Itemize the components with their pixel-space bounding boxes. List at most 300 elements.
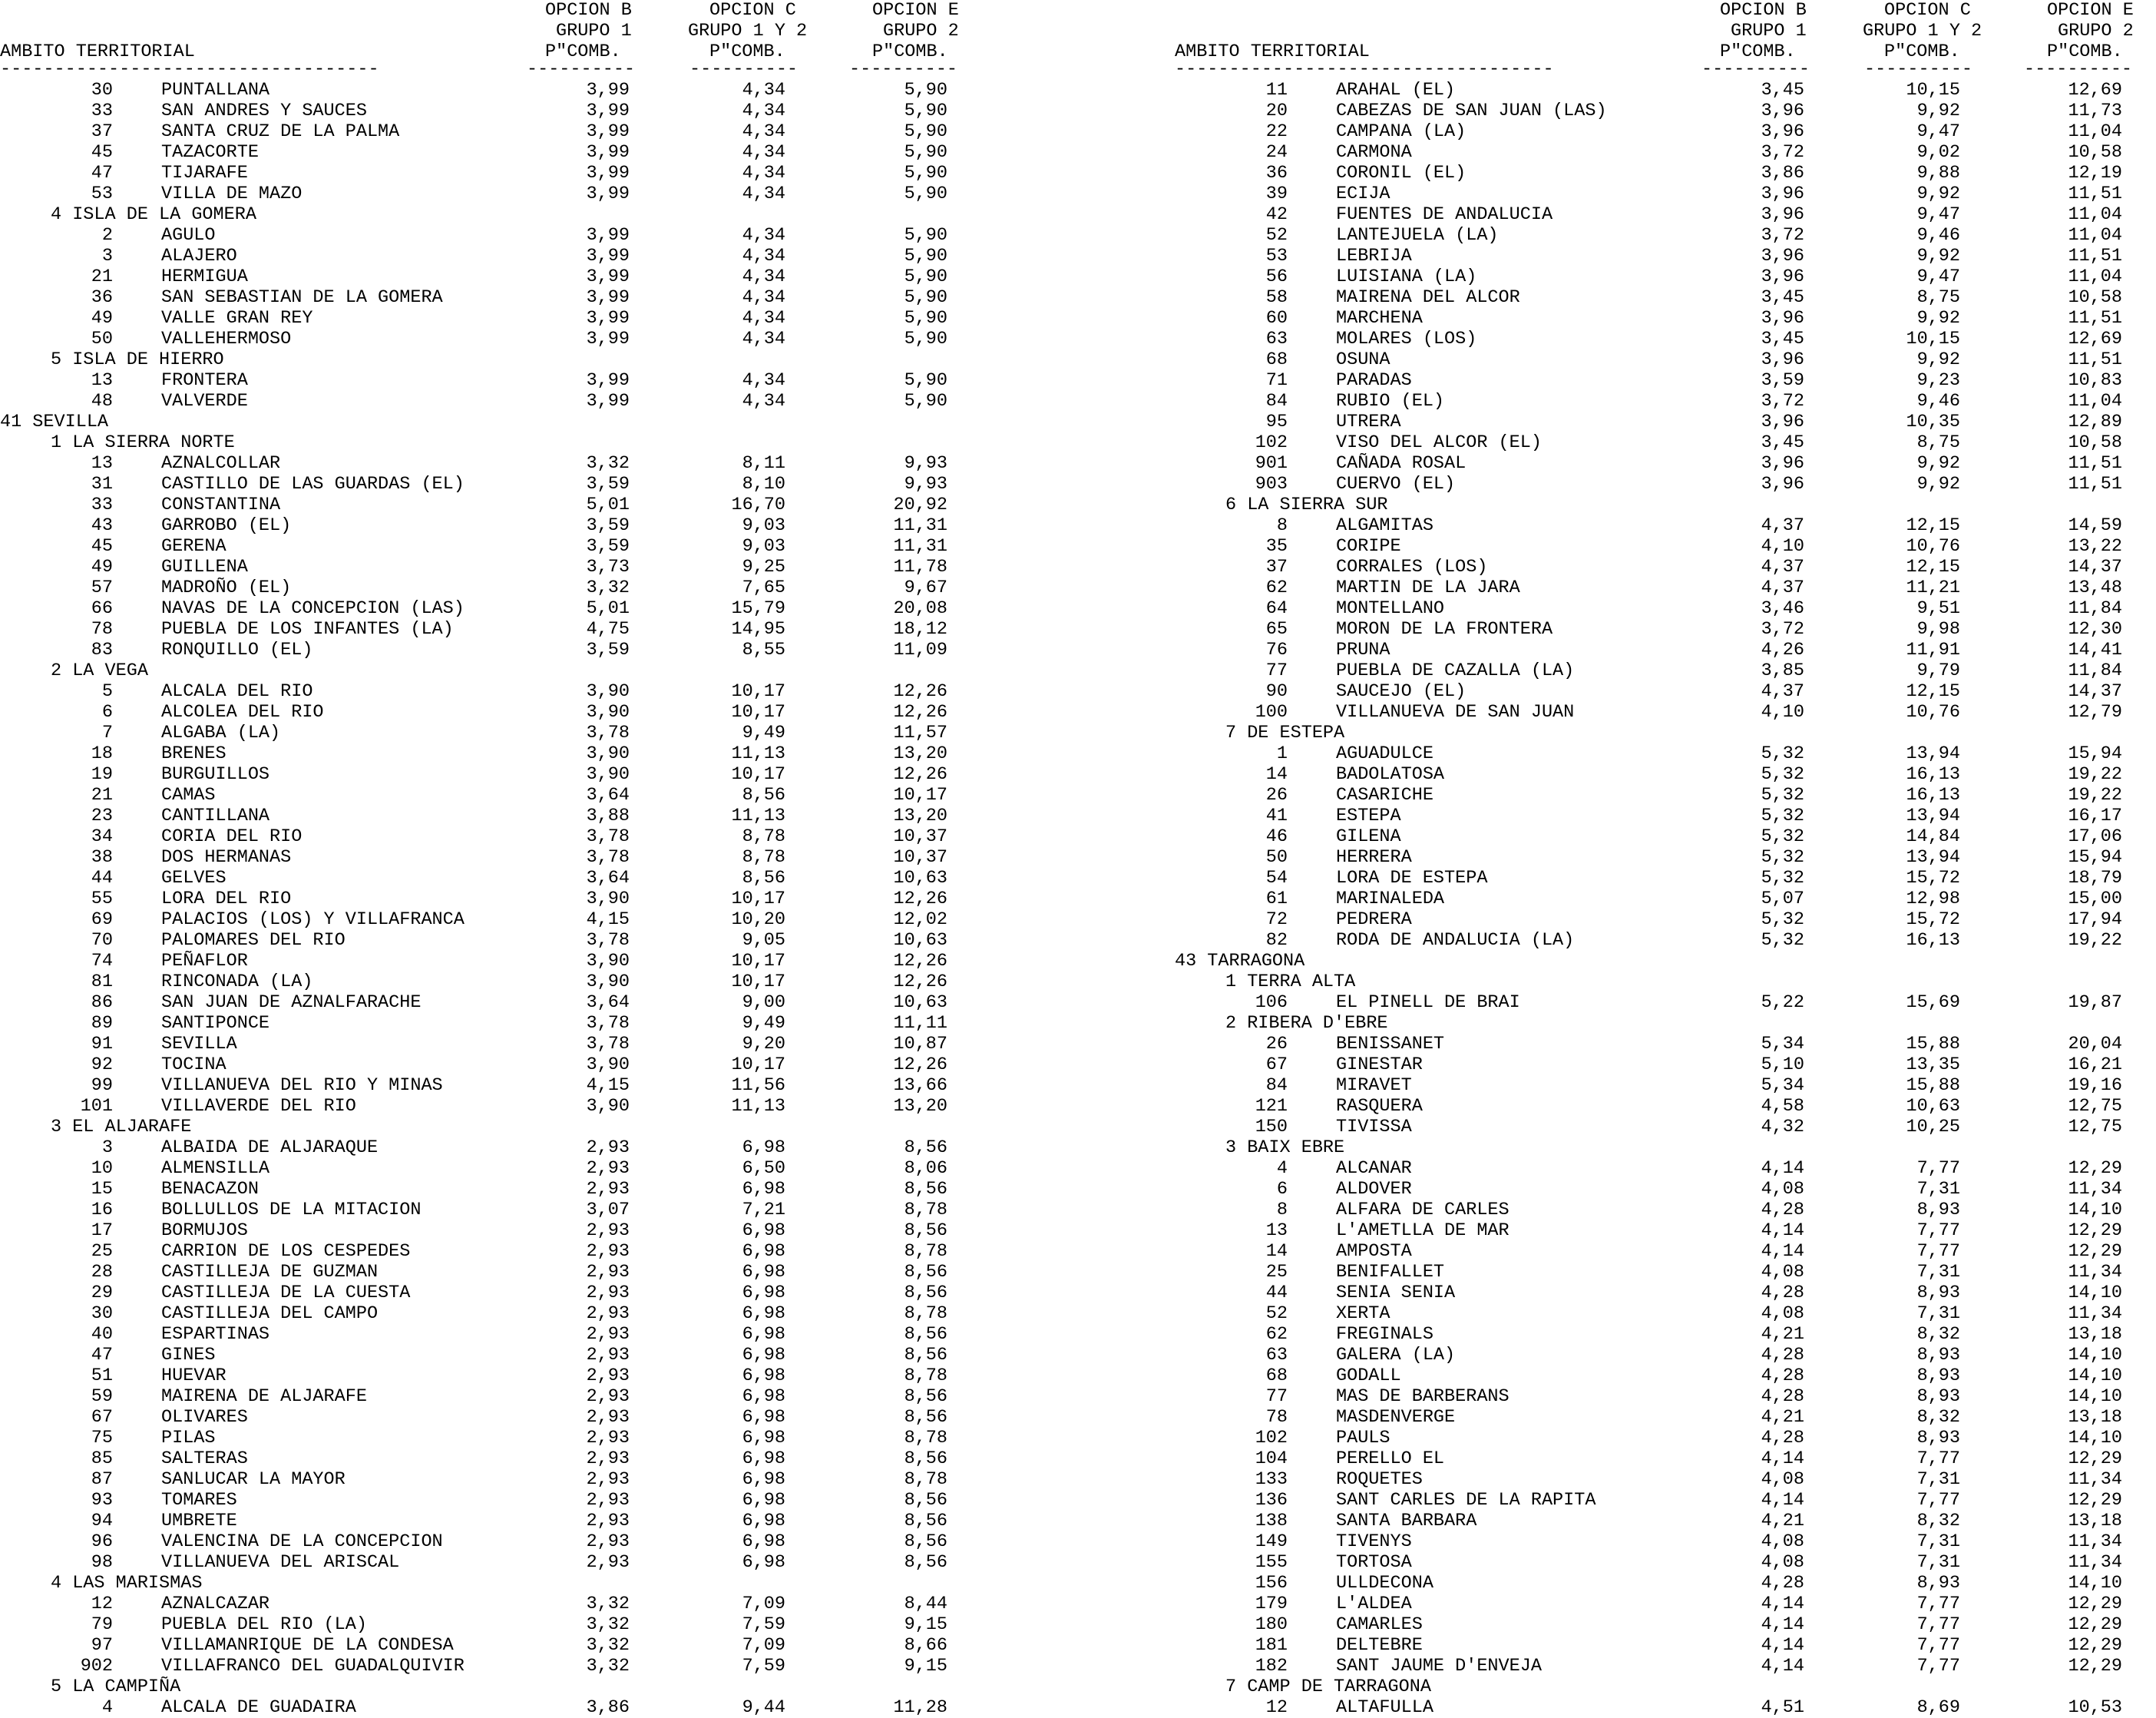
table-row <box>0 101 1075 121</box>
value-opcion-e: 12,02 <box>893 909 947 930</box>
value-opcion-b: 3,85 <box>1761 660 1804 681</box>
value-opcion-b: 3,99 <box>586 142 630 163</box>
value-opcion-c: 11,13 <box>731 806 785 826</box>
municipality-name: CASARICHE <box>1336 785 1433 806</box>
municipality-code: 24 <box>1265 142 1288 163</box>
municipality-name: TIVENYS <box>1336 1531 1412 1552</box>
value-opcion-e: 8,78 <box>904 1241 947 1262</box>
value-opcion-e: 14,37 <box>2068 557 2122 578</box>
municipality-code: 30 <box>91 80 113 101</box>
table-row <box>0 515 1075 536</box>
municipality-name: MAIRENA DE ALJARAFE <box>161 1386 367 1407</box>
table-row <box>0 225 1075 246</box>
municipality-name: CASTILLEJA DEL CAMPO <box>161 1303 379 1324</box>
municipality-name: PUEBLA DE CAZALLA (LA) <box>1336 660 1575 681</box>
value-opcion-e: 8,66 <box>904 1635 947 1656</box>
header-pcomb-b: P"COMB. <box>1720 41 1796 62</box>
value-opcion-c: 9,49 <box>742 1013 785 1034</box>
value-opcion-e: 10,83 <box>2068 370 2122 391</box>
header-ambito: AMBITO TERRITORIAL <box>0 41 195 62</box>
value-opcion-b: 3,32 <box>586 1594 630 1614</box>
comarca-label: 5 ISLA DE HIERRO <box>51 349 224 370</box>
table-row <box>0 909 1075 930</box>
value-opcion-c: 7,77 <box>1916 1241 1960 1262</box>
value-opcion-e: 12,26 <box>893 1054 947 1075</box>
value-opcion-c: 7,31 <box>1916 1303 1960 1324</box>
value-opcion-e: 5,90 <box>904 287 947 308</box>
municipality-code: 42 <box>1265 204 1288 225</box>
value-opcion-c: 13,35 <box>1906 1054 1960 1075</box>
value-opcion-c: 6,98 <box>742 1448 785 1469</box>
value-opcion-e: 9,15 <box>904 1656 947 1677</box>
value-opcion-c: 7,31 <box>1916 1179 1960 1200</box>
table-row <box>0 1531 1075 1552</box>
value-opcion-c: 16,13 <box>1906 785 1960 806</box>
value-opcion-b: 4,08 <box>1761 1179 1804 1200</box>
province-label: 41 SEVILLA <box>0 412 109 432</box>
value-opcion-b: 2,93 <box>586 1158 630 1179</box>
table-row <box>1175 1241 2156 1262</box>
table-row <box>1175 453 2156 474</box>
value-opcion-e: 12,75 <box>2068 1117 2122 1137</box>
table-row <box>0 1158 1075 1179</box>
value-opcion-b: 3,32 <box>586 1614 630 1635</box>
value-opcion-c: 15,79 <box>731 598 785 619</box>
municipality-code: 33 <box>91 495 113 515</box>
municipality-code: 39 <box>1265 184 1288 204</box>
header-rule-e: ---------- <box>849 62 958 78</box>
value-opcion-e: 13,66 <box>893 1075 947 1096</box>
value-opcion-b: 3,32 <box>586 1635 630 1656</box>
table-row <box>1175 391 2156 412</box>
value-opcion-e: 5,90 <box>904 80 947 101</box>
value-opcion-c: 8,56 <box>742 785 785 806</box>
value-opcion-c: 10,17 <box>731 764 785 785</box>
value-opcion-b: 3,32 <box>586 1656 630 1677</box>
municipality-name: LEBRIJA <box>1336 246 1412 266</box>
value-opcion-b: 3,99 <box>586 329 630 349</box>
value-opcion-e: 8,56 <box>904 1220 947 1241</box>
table-row <box>1175 370 2156 391</box>
table-row <box>0 1345 1075 1365</box>
municipality-code: 2 <box>101 225 113 246</box>
value-opcion-e: 11,51 <box>2068 246 2122 266</box>
value-opcion-e: 8,56 <box>904 1531 947 1552</box>
municipality-name: TOCINA <box>161 1054 227 1075</box>
value-opcion-c: 8,78 <box>742 847 785 868</box>
value-opcion-b: 5,32 <box>1761 930 1804 951</box>
value-opcion-c: 4,34 <box>742 287 785 308</box>
municipality-name: TIJARAFE <box>161 163 248 184</box>
value-opcion-c: 7,77 <box>1916 1448 1960 1469</box>
value-opcion-e: 14,10 <box>2068 1386 2122 1407</box>
municipality-code: 150 <box>1255 1117 1288 1137</box>
value-opcion-b: 3,45 <box>1761 432 1804 453</box>
value-opcion-c: 10,17 <box>731 889 785 909</box>
value-opcion-b: 3,90 <box>586 702 630 723</box>
municipality-code: 68 <box>1265 349 1288 370</box>
value-opcion-e: 10,17 <box>893 785 947 806</box>
municipality-code: 46 <box>1265 826 1288 847</box>
municipality-code: 100 <box>1255 702 1288 723</box>
value-opcion-b: 5,32 <box>1761 785 1804 806</box>
value-opcion-b: 3,72 <box>1761 142 1804 163</box>
municipality-name: GODALL <box>1336 1365 1401 1386</box>
value-opcion-b: 2,93 <box>586 1407 630 1428</box>
municipality-code: 69 <box>91 909 113 930</box>
municipality-code: 64 <box>1265 598 1288 619</box>
municipality-code: 121 <box>1255 1096 1288 1117</box>
table-row <box>1175 246 2156 266</box>
municipality-name: SAN SEBASTIAN DE LA GOMERA <box>161 287 443 308</box>
table-row <box>1175 329 2156 349</box>
municipality-code: 60 <box>1265 308 1288 329</box>
value-opcion-b: 2,93 <box>586 1241 630 1262</box>
header-grupo-e: GRUPO 2 <box>2058 21 2134 41</box>
table-row <box>1175 163 2156 184</box>
table-row <box>1175 536 2156 557</box>
municipality-name: GUILLENA <box>161 557 248 578</box>
value-opcion-b: 3,96 <box>1761 453 1804 474</box>
table-row <box>0 1179 1075 1200</box>
table-row <box>1175 121 2156 142</box>
table-row <box>1175 142 2156 163</box>
table-row <box>1175 349 2156 370</box>
value-opcion-e: 14,10 <box>2068 1365 2122 1386</box>
value-opcion-c: 9,20 <box>742 1034 785 1054</box>
municipality-name: PALOMARES DEL RIO <box>161 930 346 951</box>
municipality-name: HUEVAR <box>161 1365 227 1386</box>
municipality-name: SAUCEJO (EL) <box>1336 681 1467 702</box>
value-opcion-e: 16,21 <box>2068 1054 2122 1075</box>
municipality-name: VALLEHERMOSO <box>161 329 292 349</box>
table-row <box>0 329 1075 349</box>
municipality-code: 21 <box>91 266 113 287</box>
value-opcion-e: 5,90 <box>904 308 947 329</box>
value-opcion-b: 4,21 <box>1761 1407 1804 1428</box>
value-opcion-c: 9,47 <box>1916 266 1960 287</box>
value-opcion-b: 2,93 <box>586 1552 630 1573</box>
value-opcion-b: 2,93 <box>586 1365 630 1386</box>
municipality-code: 97 <box>91 1635 113 1656</box>
value-opcion-c: 7,59 <box>742 1656 785 1677</box>
municipality-name: VALLE GRAN REY <box>161 308 313 329</box>
value-opcion-c: 8,93 <box>1916 1365 1960 1386</box>
comarca-heading <box>1175 723 2156 743</box>
table-row <box>1175 1531 2156 1552</box>
municipality-code: 51 <box>91 1365 113 1386</box>
table-row <box>0 391 1075 412</box>
value-opcion-c: 9,51 <box>1916 598 1960 619</box>
value-opcion-c: 8,69 <box>1916 1697 1960 1718</box>
municipality-name: AMPOSTA <box>1336 1241 1412 1262</box>
value-opcion-b: 2,93 <box>586 1324 630 1345</box>
value-opcion-c: 7,77 <box>1916 1594 1960 1614</box>
header-pcomb-e: P"COMB. <box>2047 41 2123 62</box>
value-opcion-c: 11,56 <box>731 1075 785 1096</box>
table-row <box>1175 1552 2156 1573</box>
value-opcion-b: 2,93 <box>586 1386 630 1407</box>
table-row <box>0 1490 1075 1511</box>
value-opcion-b: 5,32 <box>1761 847 1804 868</box>
municipality-name: MASDENVERGE <box>1336 1407 1456 1428</box>
municipality-code: 84 <box>1265 391 1288 412</box>
value-opcion-b: 2,93 <box>586 1469 630 1490</box>
table-row <box>0 702 1075 723</box>
value-opcion-b: 2,93 <box>586 1490 630 1511</box>
value-opcion-e: 14,10 <box>2068 1428 2122 1448</box>
value-opcion-e: 11,31 <box>893 536 947 557</box>
value-opcion-e: 8,56 <box>904 1448 947 1469</box>
value-opcion-c: 6,98 <box>742 1324 785 1345</box>
value-opcion-b: 4,08 <box>1761 1303 1804 1324</box>
municipality-name: MOLARES (LOS) <box>1336 329 1477 349</box>
value-opcion-e: 15,00 <box>2068 889 2122 909</box>
header-rule-b: ---------- <box>1701 62 1810 78</box>
municipality-name: SEVILLA <box>161 1034 237 1054</box>
municipality-name: TAZACORTE <box>161 142 259 163</box>
value-opcion-c: 14,95 <box>731 619 785 640</box>
municipality-name: GERENA <box>161 536 227 557</box>
value-opcion-e: 8,56 <box>904 1345 947 1365</box>
table-row <box>0 266 1075 287</box>
value-opcion-b: 3,59 <box>586 536 630 557</box>
value-opcion-b: 3,46 <box>1761 598 1804 619</box>
table-row <box>0 578 1075 598</box>
value-opcion-c: 9,03 <box>742 536 785 557</box>
comarca-label: 7 CAMP DE TARRAGONA <box>1225 1677 1431 1697</box>
value-opcion-b: 3,86 <box>1761 163 1804 184</box>
municipality-name: TORTOSA <box>1336 1552 1412 1573</box>
value-opcion-e: 8,56 <box>904 1490 947 1511</box>
value-opcion-b: 2,93 <box>586 1283 630 1303</box>
value-opcion-e: 8,56 <box>904 1179 947 1200</box>
municipality-code: 29 <box>91 1283 113 1303</box>
value-opcion-e: 9,93 <box>904 453 947 474</box>
value-opcion-e: 5,90 <box>904 329 947 349</box>
value-opcion-e: 9,67 <box>904 578 947 598</box>
table-row <box>1175 1448 2156 1469</box>
municipality-code: 49 <box>91 308 113 329</box>
municipality-code: 58 <box>1265 287 1288 308</box>
comarca-label: 6 LA SIERRA SUR <box>1225 495 1388 515</box>
municipality-code: 76 <box>1265 640 1288 660</box>
value-opcion-c: 10,63 <box>1906 1096 1960 1117</box>
municipality-name: CORONIL (EL) <box>1336 163 1467 184</box>
municipality-code: 53 <box>91 184 113 204</box>
municipality-name: CARMONA <box>1336 142 1412 163</box>
comarca-label: 2 RIBERA D'EBRE <box>1225 1013 1388 1034</box>
value-opcion-b: 3,96 <box>1761 349 1804 370</box>
value-opcion-b: 3,96 <box>1761 412 1804 432</box>
comarca-heading <box>1175 495 2156 515</box>
table-row <box>0 889 1075 909</box>
municipality-code: 56 <box>1265 266 1288 287</box>
value-opcion-e: 16,17 <box>2068 806 2122 826</box>
value-opcion-e: 13,18 <box>2068 1407 2122 1428</box>
value-opcion-e: 8,78 <box>904 1200 947 1220</box>
municipality-name: EL PINELL DE BRAI <box>1336 992 1520 1013</box>
municipality-name: RINCONADA (LA) <box>161 972 313 992</box>
table-row <box>0 1448 1075 1469</box>
value-opcion-b: 3,99 <box>586 184 630 204</box>
value-opcion-c: 7,59 <box>742 1614 785 1635</box>
value-opcion-c: 13,94 <box>1906 743 1960 764</box>
value-opcion-b: 4,32 <box>1761 1117 1804 1137</box>
value-opcion-e: 12,29 <box>2068 1448 2122 1469</box>
municipality-code: 89 <box>91 1013 113 1034</box>
municipality-code: 34 <box>91 826 113 847</box>
municipality-code: 50 <box>1265 847 1288 868</box>
header-rule-e: ---------- <box>2024 62 2133 78</box>
value-opcion-b: 4,28 <box>1761 1573 1804 1594</box>
municipality-code: 75 <box>91 1428 113 1448</box>
municipality-code: 96 <box>91 1531 113 1552</box>
value-opcion-b: 2,93 <box>586 1137 630 1158</box>
value-opcion-b: 4,28 <box>1761 1428 1804 1448</box>
municipality-name: MARCHENA <box>1336 308 1423 329</box>
municipality-code: 44 <box>91 868 113 889</box>
table-row <box>1175 1220 2156 1241</box>
comarca-heading <box>1175 972 2156 992</box>
municipality-name: PAULS <box>1336 1428 1390 1448</box>
value-opcion-c: 10,76 <box>1906 702 1960 723</box>
municipality-name: LUISIANA (LA) <box>1336 266 1477 287</box>
value-opcion-c: 8,78 <box>742 826 785 847</box>
value-opcion-e: 11,34 <box>2068 1552 2122 1573</box>
value-opcion-e: 10,58 <box>2068 432 2122 453</box>
municipality-code: 16 <box>91 1200 113 1220</box>
municipality-code: 47 <box>91 1345 113 1365</box>
municipality-code: 3 <box>101 1137 113 1158</box>
table-row <box>1175 204 2156 225</box>
value-opcion-c: 16,13 <box>1906 930 1960 951</box>
municipality-name: ALTAFULLA <box>1336 1697 1433 1718</box>
table-row <box>0 1013 1075 1034</box>
municipality-name: HERRERA <box>1336 847 1412 868</box>
value-opcion-b: 4,14 <box>1761 1614 1804 1635</box>
value-opcion-c: 7,77 <box>1916 1220 1960 1241</box>
value-opcion-b: 4,51 <box>1761 1697 1804 1718</box>
municipality-name: CAMARLES <box>1336 1614 1423 1635</box>
value-opcion-e: 11,34 <box>2068 1531 2122 1552</box>
table-row <box>0 640 1075 660</box>
table-row <box>1175 1490 2156 1511</box>
municipality-name: SANTA CRUZ DE LA PALMA <box>161 121 400 142</box>
value-opcion-c: 6,98 <box>742 1365 785 1386</box>
municipality-code: 31 <box>91 474 113 495</box>
header-grupo-b: GRUPO 1 <box>556 21 632 41</box>
municipality-code: 70 <box>91 930 113 951</box>
municipality-code: 12 <box>91 1594 113 1614</box>
value-opcion-e: 12,29 <box>2068 1635 2122 1656</box>
table-row <box>0 142 1075 163</box>
municipality-code: 6 <box>101 702 113 723</box>
header-grupo-b: GRUPO 1 <box>1731 21 1807 41</box>
value-opcion-c: 15,72 <box>1906 868 1960 889</box>
municipality-name: VALVERDE <box>161 391 248 412</box>
value-opcion-e: 18,12 <box>893 619 947 640</box>
value-opcion-c: 8,93 <box>1916 1200 1960 1220</box>
municipality-code: 95 <box>1265 412 1288 432</box>
municipality-name: MADROÑO (EL) <box>161 578 292 598</box>
municipality-name: ROQUETES <box>1336 1469 1423 1490</box>
value-opcion-c: 9,98 <box>1916 619 1960 640</box>
table-row <box>1175 640 2156 660</box>
value-opcion-c: 7,09 <box>742 1635 785 1656</box>
value-opcion-b: 2,93 <box>586 1531 630 1552</box>
table-row <box>1175 868 2156 889</box>
table-row <box>1175 1179 2156 1200</box>
municipality-code: 13 <box>1265 1220 1288 1241</box>
value-opcion-c: 6,98 <box>742 1511 785 1531</box>
municipality-code: 37 <box>91 121 113 142</box>
table-row <box>0 184 1075 204</box>
municipality-code: 26 <box>1265 785 1288 806</box>
value-opcion-c: 9,92 <box>1916 349 1960 370</box>
table-row <box>0 495 1075 515</box>
table-row <box>1175 889 2156 909</box>
value-opcion-c: 8,55 <box>742 640 785 660</box>
value-opcion-b: 3,78 <box>586 826 630 847</box>
municipality-code: 903 <box>1255 474 1288 495</box>
value-opcion-c: 8,10 <box>742 474 785 495</box>
value-opcion-c: 6,98 <box>742 1469 785 1490</box>
value-opcion-e: 11,11 <box>893 1013 947 1034</box>
municipality-code: 20 <box>1265 101 1288 121</box>
municipality-name: LORA DE ESTEPA <box>1336 868 1488 889</box>
table-row <box>0 723 1075 743</box>
table-row <box>0 1054 1075 1075</box>
municipality-code: 47 <box>91 163 113 184</box>
municipality-code: 86 <box>91 992 113 1013</box>
value-opcion-c: 4,34 <box>742 142 785 163</box>
value-opcion-b: 3,96 <box>1761 121 1804 142</box>
value-opcion-c: 7,31 <box>1916 1531 1960 1552</box>
value-opcion-b: 4,14 <box>1761 1594 1804 1614</box>
value-opcion-c: 7,31 <box>1916 1469 1960 1490</box>
header-pcomb-b: P"COMB. <box>545 41 621 62</box>
municipality-name: VILLAMANRIQUE DE LA CONDESA <box>161 1635 454 1656</box>
value-opcion-b: 3,90 <box>586 743 630 764</box>
header-rule-ambito: ----------------------------------- <box>0 62 379 78</box>
municipality-name: OLIVARES <box>161 1407 248 1428</box>
value-opcion-c: 6,98 <box>742 1179 785 1200</box>
municipality-name: PEÑAFLOR <box>161 951 248 972</box>
table-row <box>0 1635 1075 1656</box>
municipality-name: AGUADULCE <box>1336 743 1433 764</box>
value-opcion-b: 3,90 <box>586 1054 630 1075</box>
header-rule-ambito: ----------------------------------- <box>1175 62 1554 78</box>
value-opcion-c: 10,17 <box>731 702 785 723</box>
municipality-code: 28 <box>91 1262 113 1283</box>
value-opcion-b: 3,96 <box>1761 204 1804 225</box>
header-rule-b: ---------- <box>527 62 636 78</box>
value-opcion-c: 9,49 <box>742 723 785 743</box>
value-opcion-c: 9,92 <box>1916 453 1960 474</box>
municipality-code: 18 <box>91 743 113 764</box>
municipality-name: ESPARTINAS <box>161 1324 270 1345</box>
value-opcion-c: 11,21 <box>1906 578 1960 598</box>
table-row <box>0 1283 1075 1303</box>
value-opcion-e: 11,51 <box>2068 453 2122 474</box>
value-opcion-e: 11,57 <box>893 723 947 743</box>
value-opcion-b: 2,93 <box>586 1345 630 1365</box>
municipality-name: MAS DE BARBERANS <box>1336 1386 1510 1407</box>
value-opcion-e: 9,15 <box>904 1614 947 1635</box>
municipality-name: ALCALA DE GUADAIRA <box>161 1697 356 1718</box>
municipality-name: PUEBLA DE LOS INFANTES (LA) <box>161 619 454 640</box>
